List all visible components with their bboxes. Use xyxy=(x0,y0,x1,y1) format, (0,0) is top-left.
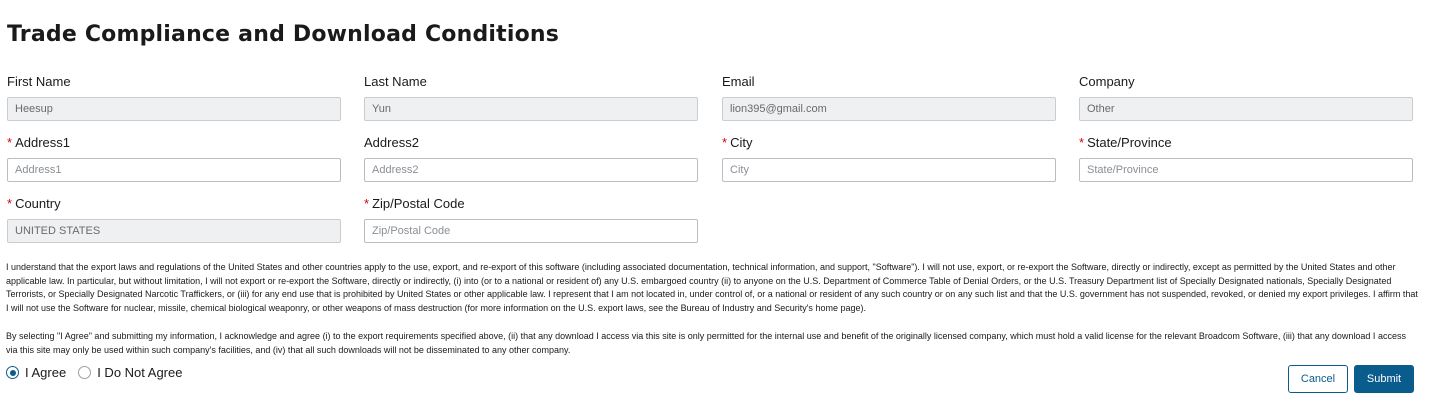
city-label: City xyxy=(730,135,753,150)
address1-field xyxy=(7,135,341,151)
city-field xyxy=(722,135,1056,151)
required-marker: * xyxy=(1079,135,1085,150)
submit-button[interactable]: Submit xyxy=(1354,365,1414,393)
agree-option[interactable] xyxy=(6,365,66,380)
address1-label: Address1 xyxy=(15,135,70,150)
agree-radio[interactable] xyxy=(6,366,19,379)
disagree-option[interactable] xyxy=(78,365,182,380)
first-name-input[interactable] xyxy=(7,97,341,121)
required-marker: * xyxy=(364,196,370,211)
company-field xyxy=(1079,74,1413,90)
required-marker: * xyxy=(722,135,728,150)
company-label: Company xyxy=(1079,74,1135,89)
export-compliance-paragraph: I understand that the export laws and regulations of the United States and other countries apply to the use, export, and re-export of this software (including associated documentation, technical information, and support, "Software"). I will not use, export, or re-export the Software, directly or indirectly, except as permitted by the United States and other applicable law. In particular, but without limitation, I will not export or re-export the Software, directly or indirectly, (i) into (or to a national or resident of) any U.S. embargoed country (ii) to anyone on the U.S. Department of Commerce Table of Denial Orders, or the U.S. Treasury Department list of Specially Designated nationals, Specially Designated Terrorists, or Specially Designated Narcotic Traffickers, or (iii) for any end use that is prohibited by United States or other applicable law. I represent that I am not located in, under control of, or a national or resident of any such country or on any such list and that the U.S. government has not suspended, revoked, or denied my export privileges. I affirm that I will not use the Software for nuclear, missile, chemical biological weaponry, or other weapons of mass destruction (for more information on the U.S. export laws, see the Bureau of Industry and Security's home page). xyxy=(6,262,1418,314)
state-input[interactable] xyxy=(1079,158,1413,182)
cancel-button[interactable]: Cancel xyxy=(1288,365,1348,393)
agree-label: I Agree xyxy=(25,365,67,380)
page-title: Trade Compliance and Download Conditions xyxy=(7,22,560,47)
zip-input[interactable] xyxy=(364,219,698,243)
required-marker: * xyxy=(7,196,13,211)
disagree-label: I Do Not Agree xyxy=(97,365,183,380)
email-field xyxy=(722,74,1056,90)
address2-input[interactable] xyxy=(364,158,698,182)
country-input[interactable] xyxy=(7,219,341,243)
email-label: Email xyxy=(722,74,755,89)
zip-field xyxy=(364,196,698,212)
country-label: Country xyxy=(15,196,61,211)
first-name-label: First Name xyxy=(7,74,71,89)
disagree-radio[interactable] xyxy=(78,366,91,379)
state-label: State/Province xyxy=(1087,135,1172,150)
city-input[interactable] xyxy=(722,158,1056,182)
state-field xyxy=(1079,135,1413,151)
address2-label: Address2 xyxy=(364,135,419,150)
address2-field xyxy=(364,135,698,151)
company-input[interactable] xyxy=(1079,97,1413,121)
last-name-field xyxy=(364,74,698,90)
last-name-input[interactable] xyxy=(364,97,698,121)
zip-label: Zip/Postal Code xyxy=(372,196,465,211)
email-input[interactable] xyxy=(722,97,1056,121)
agreement-radio-group xyxy=(6,365,194,380)
first-name-field xyxy=(7,74,341,90)
country-field xyxy=(7,196,341,212)
address1-input[interactable] xyxy=(7,158,341,182)
agreement-paragraph: By selecting "I Agree" and submitting my information, I acknowledge and agree (i) to the export requirements specified above, (ii) that any download I access via this site is only permitted for the internal use and benefit of the originally licensed company, which must hold a valid license for the relevant Broadcom Software, (iii) that any download I access via this site may only be used within such company's facilities, and (iv) that all such downloads will not be disseminated to any other company. xyxy=(6,331,1406,355)
required-marker: * xyxy=(7,135,13,150)
last-name-label: Last Name xyxy=(364,74,427,89)
